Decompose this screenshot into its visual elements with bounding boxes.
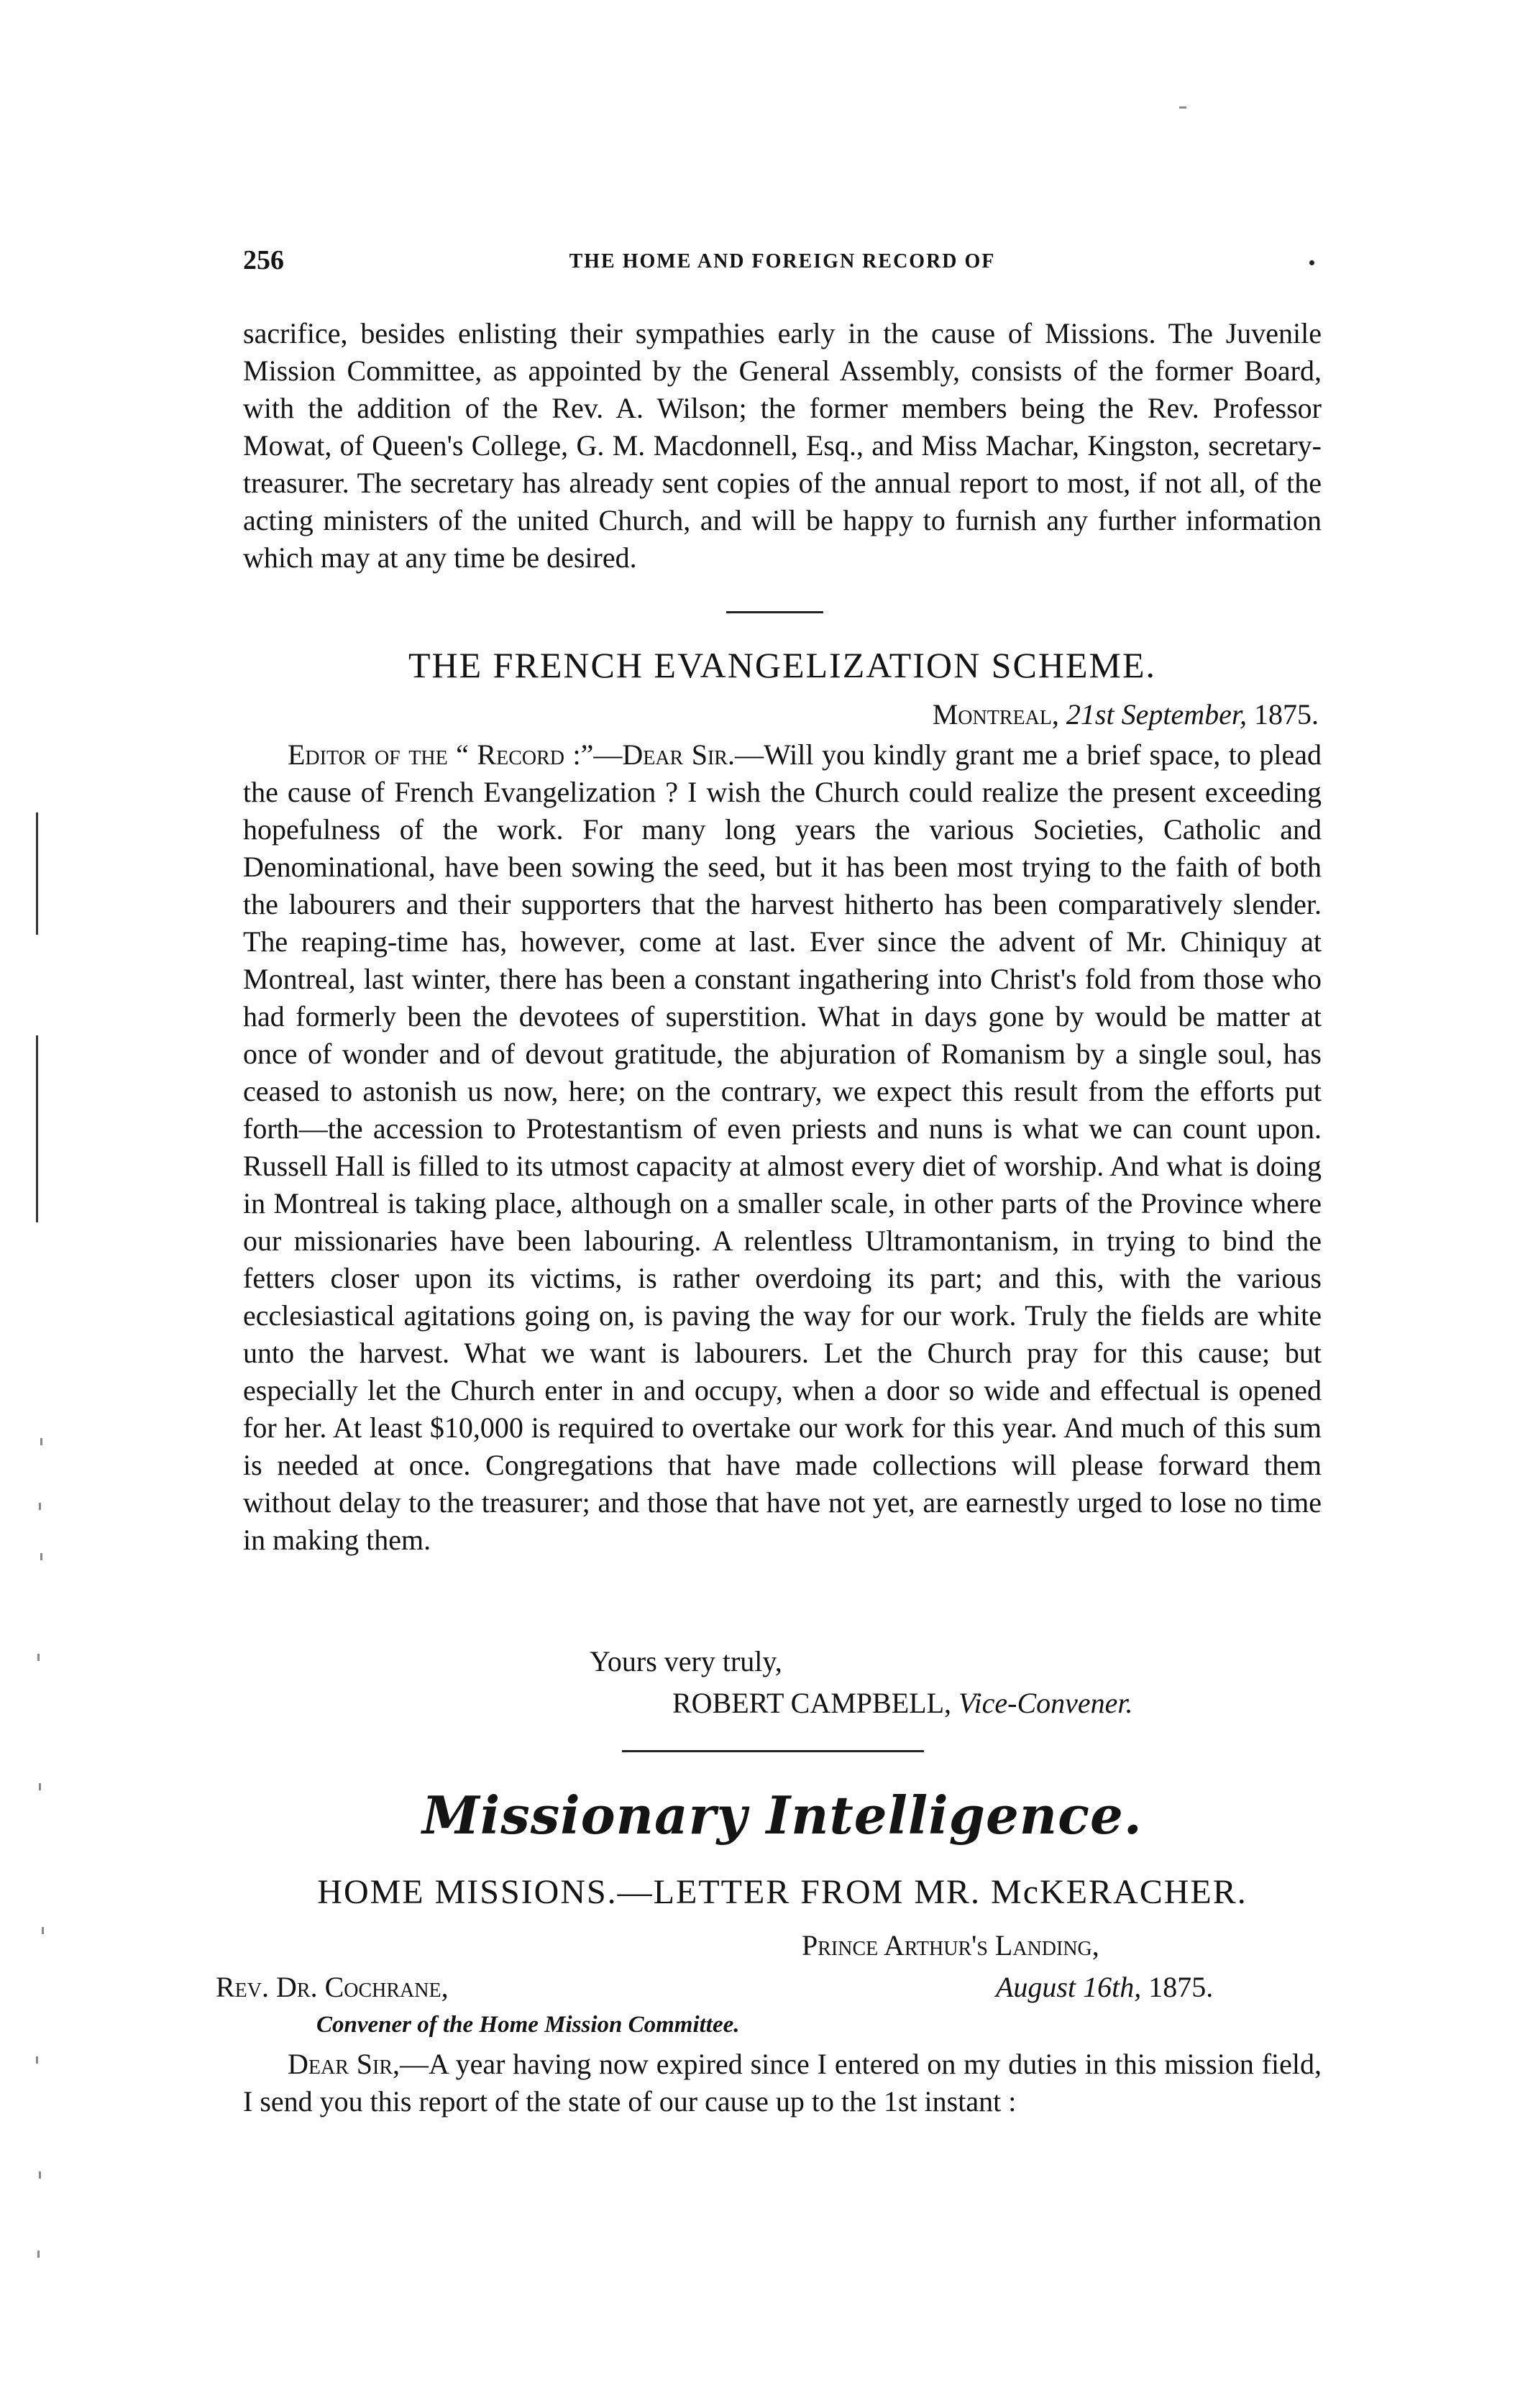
letter-place: Prince Arthur's Landing,: [802, 1929, 1099, 1961]
scan-speckle: [39, 1503, 41, 1510]
section-divider: [726, 611, 823, 613]
scan-speckle: [40, 1553, 42, 1560]
scan-speckle: [40, 1438, 42, 1445]
intro-paragraph: sacrifice, besides enlisting their sympathies early in the cause of Missions. The Juvenile Mission Committee, as appointed by the General Assembly, consists of the former Board, with the addition of the Rev. A. Wilson; the former members being the Rev. Professor Mowat, of Queen's College, G. M. Macdonnell, Esq., and Miss Machar, Kingston, secretary-treasurer. The secretary has already sent copies of the annual report to most, if not all, of the acting ministers of the united Church, and will be happy to furnish any further information which may at any time be desired.: [243, 317, 1322, 574]
scan-speckle: [42, 1927, 44, 1934]
french-signature: [672, 1686, 1133, 1720]
margin-mark: [36, 1035, 38, 1222]
french-body-text: —Will you kindly grant me a brief space, to plead the cause of French Evangelization ? I wish the Church could realize the present exceeding hopefulness of the work. For many long years the various Societies, Catholic and Denominational, have been sowing the seed, but it has been most trying to the faith of both the labourers and their supporters that the harvest hitherto has been comparatively slender. The reaping-time has, however, come at last. Ever since the advent of Mr. Chiniquy at Montreal, last winter, there has been a constant ingathering into Christ's fold from those who had formerly been the devotees of superstition. What in days gone by would be matter at once of wonder and of devout gratitude, the abjuration of Romanism by a single soul, has ceased to astonish us now, here; on the contrary, we expect this result from the efforts put forth—the accession to Protestantism of even priests and nuns is what we can count upon. Russell Hall is filled to its utmost capacity at almost every diet of worship. And what is doing in Montreal is taking place, although on a smaller scale, in other parts of the Province where our missionaries have been labouring. A relentless Ultramontanism, in trying to bind the fetters closer upon its victims, is rather overdoing its part; and this, with the various ecclesiastical agitations going on, is paving the way for our work. Truly the fields are white unto the harvest. What we want is labourers. Let the Church pray for this cause; but especially let the Church enter in and occupy, when a door so wide and effectual is opened for her. At least $10,000 is required to overtake our work for this year. And much of this sum is needed at once. Congregations that have made collections will please forward them without delay to the treasurer; and those that have not yet, are earnestly urged to lose no time in making them.: [243, 738, 1322, 1556]
running-title: THE HOME AND FOREIGN RECORD OF: [569, 250, 996, 273]
scan-speckle: [37, 1654, 40, 1661]
french-letter: [243, 736, 1322, 1559]
scan-speckle: [36, 2056, 38, 2064]
scan-speckle: [37, 2251, 40, 2258]
margin-mark: [36, 812, 38, 935]
running-head: [243, 244, 1322, 280]
signature-title: Vice-Convener.: [958, 1687, 1133, 1719]
scan-speckle: [1179, 106, 1186, 109]
recipient-role: Convener of the Home Mission Committee.: [316, 2012, 740, 2038]
dateline-date: 21st September,: [1066, 698, 1247, 731]
french-letter-body: [243, 736, 1322, 1559]
home-salutation: Dear Sir,: [288, 2048, 400, 2080]
french-closing: Yours very truly,: [590, 1645, 782, 1677]
section-divider: [622, 1750, 924, 1752]
letter-date: [996, 1970, 1213, 2004]
intro-section: [243, 315, 1322, 577]
home-missions-letter: [243, 2046, 1322, 2120]
letter-recipient: Rev. Dr. Cochrane,: [216, 1971, 449, 2003]
home-missions-body: [243, 2046, 1322, 2120]
french-salutation: Editor of the “ Record :”—Dear Sir.: [288, 738, 735, 771]
letter-date-day: August 16th,: [996, 1971, 1142, 2003]
home-body-text: —A year having now expired since I entered on my duties in this mission field, I send you this report of the state of our cause up to the 1st instant :: [243, 2048, 1322, 2118]
ink-dot: [1309, 260, 1314, 265]
dateline-year: 1875.: [1254, 698, 1319, 731]
section-title: Missionary Intelligence.: [422, 1785, 1143, 1846]
scan-speckle: [39, 1783, 41, 1790]
dateline-place: Montreal,: [932, 698, 1059, 731]
french-scheme-title: THE FRENCH EVANGELIZATION SCHEME.: [408, 645, 1157, 685]
signature-name: ROBERT CAMPBELL,: [672, 1687, 952, 1719]
home-missions-title: HOME MISSIONS.—LETTER FROM MR. McKERACHER.: [317, 1873, 1248, 1911]
scan-speckle: [39, 2171, 41, 2179]
page-number: 256: [243, 245, 284, 275]
french-dateline: [933, 697, 1319, 731]
letter-date-year: 1875.: [1148, 1971, 1214, 2003]
